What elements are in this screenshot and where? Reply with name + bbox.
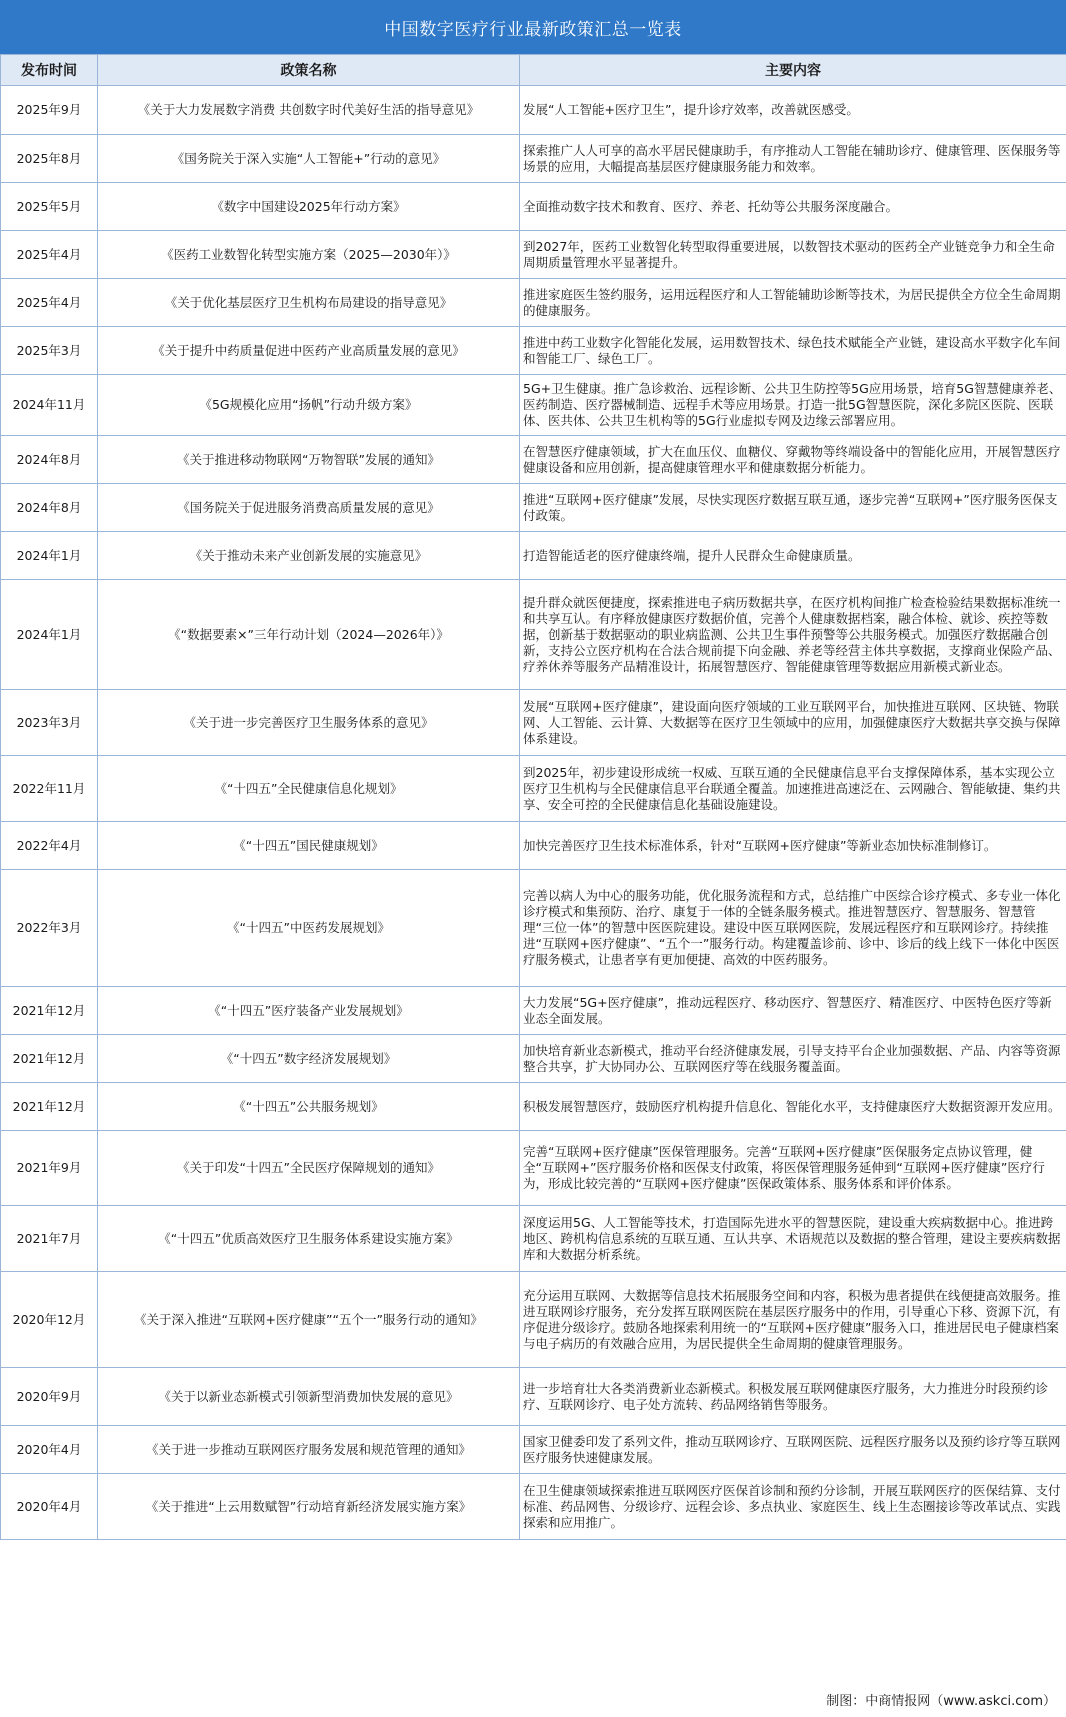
table-row — [1, 1272, 1066, 1368]
cell-date: 2020年4月 — [1, 1426, 98, 1474]
table-row — [1, 580, 1066, 690]
cell-date: 2025年9月 — [1, 86, 98, 135]
table-row — [1, 135, 1066, 183]
cell-policy-name: 《关于推进“上云用数赋智”行动培育新经济发展实施方案》 — [98, 1474, 520, 1540]
cell-policy-name: 《关于印发“十四五”全民医疗保障规划的通知》 — [98, 1131, 520, 1206]
cell-policy-name: 《数字中国建设2025年行动方案》 — [98, 183, 520, 231]
cell-date: 2024年1月 — [1, 532, 98, 580]
cell-content: 加快培育新业态新模式，推动平台经济健康发展，引导支持平台企业加强数据、产品、内容等资源整合共享，扩大协同办公、互联网医疗等在线服务覆盖面。 — [520, 1035, 1066, 1083]
cell-policy-name: 《“十四五”优质高效医疗卫生服务体系建设实施方案》 — [98, 1206, 520, 1272]
cell-date: 2022年3月 — [1, 870, 98, 987]
table-row — [1, 987, 1066, 1035]
table-title: 中国数字医疗行业最新政策汇总一览表 — [0, 0, 1066, 54]
table-row — [1, 1426, 1066, 1474]
table-row — [1, 1035, 1066, 1083]
table-row — [1, 1474, 1066, 1540]
cell-date: 2024年11月 — [1, 375, 98, 436]
table-row — [1, 1131, 1066, 1206]
cell-date: 2024年8月 — [1, 484, 98, 532]
cell-content: 发展“人工智能+医疗卫生”，提升诊疗效率，改善就医感受。 — [520, 86, 1066, 135]
header-date: 发布时间 — [1, 55, 98, 86]
cell-content: 5G+卫生健康。推广急诊救治、远程诊断、公共卫生防控等5G应用场景，培育5G智慧健康养老、医药制造、医疗器械制造、远程手术等应用场景。打造一批5G智慧医院，深化多院区医院、医联体、医共体、公共卫生机构等的5G行业虚拟专网及边缘云部署应用。 — [520, 375, 1066, 436]
table-row — [1, 327, 1066, 375]
cell-policy-name: 《关于深入推进“互联网+医疗健康”“五个一”服务行动的通知》 — [98, 1272, 520, 1368]
cell-content: 到2025年，初步建设形成统一权威、互联互通的全民健康信息平台支撑保障体系，基本实现公立医疗卫生机构与全民健康信息平台联通全覆盖。加速推进高速泛在、云网融合、智能敏捷、集约共享、安全可控的全民健康信息化基础设施建设。 — [520, 756, 1066, 822]
cell-policy-name: 《关于优化基层医疗卫生机构布局建设的指导意见》 — [98, 279, 520, 327]
cell-content: 推进“互联网+医疗健康”发展，尽快实现医疗数据互联互通，逐步完善“互联网+”医疗服务医保支付政策。 — [520, 484, 1066, 532]
cell-content: 国家卫健委印发了系列文件，推动互联网诊疗、互联网医院、远程医疗服务以及预约诊疗等互联网医疗服务快速健康发展。 — [520, 1426, 1066, 1474]
table-row — [1, 436, 1066, 484]
cell-content: 打造智能适老的医疗健康终端，提升人民群众生命健康质量。 — [520, 532, 1066, 580]
cell-policy-name: 《关于提升中药质量促进中医药产业高质量发展的意见》 — [98, 327, 520, 375]
cell-policy-name: 《关于进一步推动互联网医疗服务发展和规范管理的通知》 — [98, 1426, 520, 1474]
header-name: 政策名称 — [98, 55, 520, 86]
cell-content: 推进中药工业数字化智能化发展，运用数智技术、绿色技术赋能全产业链，建设高水平数字化车间和智能工厂、绿色工厂。 — [520, 327, 1066, 375]
cell-policy-name: 《“十四五”数字经济发展规划》 — [98, 1035, 520, 1083]
table-row — [1, 822, 1066, 870]
cell-date: 2020年12月 — [1, 1272, 98, 1368]
cell-date: 2022年11月 — [1, 756, 98, 822]
policy-table — [0, 54, 1066, 1540]
table-row — [1, 484, 1066, 532]
table-row — [1, 1206, 1066, 1272]
cell-content: 发展“互联网+医疗健康”，建设面向医疗领域的工业互联网平台，加快推进互联网、区块链、物联网、人工智能、云计算、大数据等在医疗卫生领域中的应用，加强健康医疗大数据共享交换与保障体系建设。 — [520, 690, 1066, 756]
cell-content: 到2027年，医药工业数智化转型取得重要进展，以数智技术驱动的医药全产业链竞争力和全生命周期质量管理水平显著提升。 — [520, 231, 1066, 279]
cell-content: 完善“互联网+医疗健康”医保管理服务。完善“互联网+医疗健康”医保服务定点协议管理，健全“互联网+”医疗服务价格和医保支付政策，将医保管理服务延伸到“互联网+医疗健康”医疗行为，形成比较完善的“互联网+医疗健康”医保政策体系、服务体系和评价体系。 — [520, 1131, 1066, 1206]
cell-date: 2020年9月 — [1, 1368, 98, 1426]
header-row — [1, 55, 1066, 86]
cell-policy-name: 《“十四五”医疗装备产业发展规划》 — [98, 987, 520, 1035]
table-row — [1, 279, 1066, 327]
cell-date: 2021年7月 — [1, 1206, 98, 1272]
header-content: 主要内容 — [520, 55, 1066, 86]
cell-date: 2023年3月 — [1, 690, 98, 756]
cell-date: 2025年4月 — [1, 279, 98, 327]
cell-content: 积极发展智慧医疗，鼓励医疗机构提升信息化、智能化水平，支持健康医疗大数据资源开发应用。 — [520, 1083, 1066, 1131]
cell-content: 在智慧医疗健康领域，扩大在血压仪、血糖仪、穿戴物等终端设备中的智能化应用，开展智慧医疗健康设备和应用创新，提高健康管理水平和健康数据分析能力。 — [520, 436, 1066, 484]
cell-content: 探索推广人人可享的高水平居民健康助手，有序推动人工智能在辅助诊疗、健康管理、医保服务等场景的应用，大幅提高基层医疗健康服务能力和效率。 — [520, 135, 1066, 183]
source-credit: 制图：中商情报网（www.askci.com） — [826, 1694, 1056, 1709]
cell-policy-name: 《“数据要素×”三年行动计划（2024—2026年）》 — [98, 580, 520, 690]
cell-content: 加快完善医疗卫生技术标准体系，针对“互联网+医疗健康”等新业态加快标准制修订。 — [520, 822, 1066, 870]
cell-policy-name: 《关于推动未来产业创新发展的实施意见》 — [98, 532, 520, 580]
table-row — [1, 231, 1066, 279]
cell-policy-name: 《关于以新业态新模式引领新型消费加快发展的意见》 — [98, 1368, 520, 1426]
cell-date: 2022年4月 — [1, 822, 98, 870]
cell-content: 大力发展“5G+医疗健康”，推动远程医疗、移动医疗、智慧医疗、精准医疗、中医特色医疗等新业态全面发展。 — [520, 987, 1066, 1035]
table-row — [1, 375, 1066, 436]
cell-content: 进一步培育壮大各类消费新业态新模式。积极发展互联网健康医疗服务，大力推进分时段预约诊疗、互联网诊疗、电子处方流转、药品网络销售等服务。 — [520, 1368, 1066, 1426]
cell-policy-name: 《关于进一步完善医疗卫生服务体系的意见》 — [98, 690, 520, 756]
cell-content: 完善以病人为中心的服务功能，优化服务流程和方式，总结推广中医综合诊疗模式、多专业一体化诊疗模式和集预防、治疗、康复于一体的全链条服务模式。推进智慧医疗、智慧服务、智慧管理“三位一体”的智慧中医医院建设。建设中医互联网医院，发展远程医疗和互联网诊疗。持续推进“互联网+医疗健康”、“五个一”服务行动。构建覆盖诊前、诊中、诊后的线上线下一体化中医医疗服务模式，让患者享有更加便捷、高效的中医药服务。 — [520, 870, 1066, 987]
cell-policy-name: 《“十四五”中医药发展规划》 — [98, 870, 520, 987]
cell-policy-name: 《国务院关于促进服务消费高质量发展的意见》 — [98, 484, 520, 532]
table-body — [1, 86, 1066, 1540]
cell-date: 2021年12月 — [1, 1035, 98, 1083]
cell-policy-name: 《“十四五”全民健康信息化规划》 — [98, 756, 520, 822]
table-row — [1, 1368, 1066, 1426]
cell-date: 2025年4月 — [1, 231, 98, 279]
cell-date: 2025年8月 — [1, 135, 98, 183]
cell-date: 2021年9月 — [1, 1131, 98, 1206]
cell-content: 深度运用5G、人工智能等技术，打造国际先进水平的智慧医院，建设重大疾病数据中心。推进跨地区、跨机构信息系统的互联互通、互认共享、术语规范以及数据的整合管理，建设主要疾病数据库和大数据分析系统。 — [520, 1206, 1066, 1272]
cell-policy-name: 《国务院关于深入实施“人工智能+”行动的意见》 — [98, 135, 520, 183]
cell-content: 充分运用互联网、大数据等信息技术拓展服务空间和内容，积极为患者提供在线便捷高效服务。推进互联网诊疗服务，充分发挥互联网医院在基层医疗服务中的作用，引导重心下移、资源下沉，有序促进分级诊疗。鼓励各地探索利用统一的“互联网+医疗健康”服务入口，推进居民电子健康档案与电子病历的有效融合应用，为居民提供全生命周期的健康管理服务。 — [520, 1272, 1066, 1368]
cell-policy-name: 《“十四五”国民健康规划》 — [98, 822, 520, 870]
cell-date: 2025年5月 — [1, 183, 98, 231]
cell-policy-name: 《5G规模化应用“扬帆”行动升级方案》 — [98, 375, 520, 436]
cell-policy-name: 《关于推进移动物联网“万物智联”发展的通知》 — [98, 436, 520, 484]
table-row — [1, 1083, 1066, 1131]
cell-content: 推进家庭医生签约服务，运用远程医疗和人工智能辅助诊断等技术，为居民提供全方位全生命周期的健康服务。 — [520, 279, 1066, 327]
cell-policy-name: 《医药工业数智化转型实施方案（2025—2030年）》 — [98, 231, 520, 279]
cell-content: 在卫生健康领域探索推进互联网医疗医保首诊制和预约分诊制，开展互联网医疗的医保结算、支付标准、药品网售、分级诊疗、远程会诊、多点执业、家庭医生、线上生态圈接诊等改革试点、实践探索和应用推广。 — [520, 1474, 1066, 1540]
cell-date: 2021年12月 — [1, 1083, 98, 1131]
cell-date: 2021年12月 — [1, 987, 98, 1035]
cell-date: 2024年1月 — [1, 580, 98, 690]
table-row — [1, 532, 1066, 580]
cell-policy-name: 《关于大力发展数字消费 共创数字时代美好生活的指导意见》 — [98, 86, 520, 135]
table-row — [1, 690, 1066, 756]
cell-date: 2025年3月 — [1, 327, 98, 375]
cell-policy-name: 《“十四五”公共服务规划》 — [98, 1083, 520, 1131]
cell-content: 全面推动数字技术和教育、医疗、养老、托幼等公共服务深度融合。 — [520, 183, 1066, 231]
table-row — [1, 183, 1066, 231]
cell-date: 2024年8月 — [1, 436, 98, 484]
table-row — [1, 756, 1066, 822]
table-row — [1, 86, 1066, 135]
cell-date: 2020年4月 — [1, 1474, 98, 1540]
cell-content: 提升群众就医便捷度，探索推进电子病历数据共享，在医疗机构间推广检查检验结果数据标准统一和共享互认。有序释放健康医疗数据价值，完善个人健康数据档案，融合体检、就诊、疾控等数据，创新基于数据驱动的职业病监测、公共卫生事件预警等公共服务模式。加强医疗数据融合创新，支持公立医疗机构在合法合规前提下向金融、养老等经营主体共享数据，支撑商业保险产品、疗养休养等服务产品精准设计，拓展智慧医疗、智能健康管理等数据应用新模式新业态。 — [520, 580, 1066, 690]
table-row — [1, 870, 1066, 987]
